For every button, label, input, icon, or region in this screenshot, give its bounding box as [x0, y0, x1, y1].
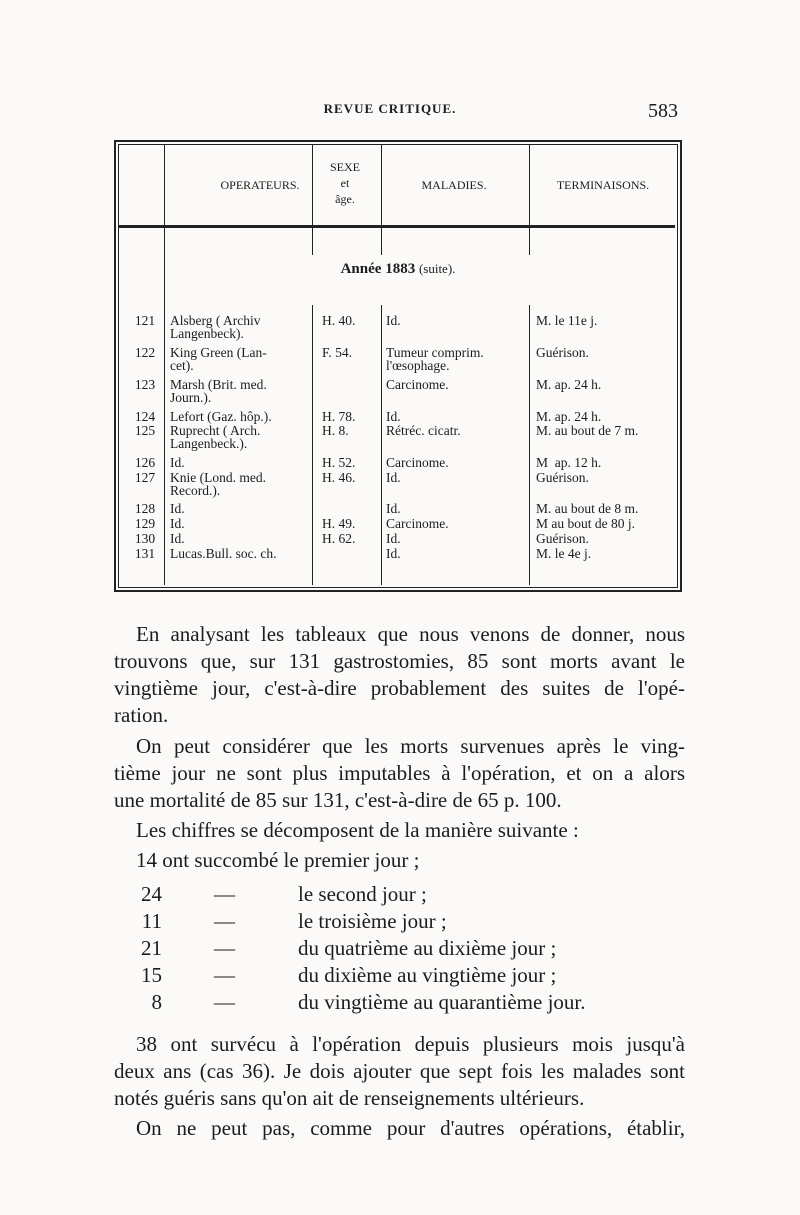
- cell-operator: Id.: [170, 501, 185, 516]
- col-header-operateurs: OPERATEURS.: [220, 178, 300, 192]
- cell-terminaison: M. le 4e j.: [536, 546, 592, 561]
- breakdown-count: 15: [141, 963, 162, 987]
- breakdown-text: du dixième au vingtième jour ;: [298, 963, 557, 987]
- cell-number: 129: [134, 516, 156, 531]
- column-divider: [381, 305, 382, 585]
- cell-terminaison: M. au bout de 7 m.: [536, 423, 639, 438]
- breakdown-text: du vingtième au quarantième jour.: [298, 990, 586, 1014]
- cell-terminaison: M. ap. 24 h.: [536, 409, 602, 424]
- cell-operator: Ruprecht ( Arch. Langenbeck.).: [170, 423, 261, 451]
- header-rule: [119, 225, 675, 228]
- cell-number: 124: [134, 409, 156, 424]
- paragraph-1: En analysant les tableaux que nous venons de donner, nous trouvons que, sur 131 gastrostomies, 85 sont morts avant le vingtième jour, c'est-à-dire probablement des suites de l'opé- ration.: [114, 622, 685, 727]
- running-header: REVUE CRITIQUE.: [323, 101, 457, 116]
- col-header-maladies: MALADIES.: [421, 178, 487, 192]
- cell-maladie: Id.: [386, 501, 401, 516]
- cell-operator: Id.: [170, 455, 185, 470]
- cell-number: 131: [134, 546, 156, 561]
- column-divider: [529, 305, 530, 585]
- cell-terminaison: M. le 11e j.: [536, 313, 598, 328]
- column-divider: [164, 145, 165, 585]
- year-label: Année: [340, 261, 382, 277]
- cell-sexe: H. 62.: [322, 531, 356, 546]
- breakdown-count: 24: [141, 882, 162, 906]
- cell-number: 126: [134, 455, 156, 470]
- cell-maladie: Carcinome.: [386, 455, 449, 470]
- col-header-terminaisons: TERMINAISONS.: [556, 178, 650, 192]
- breakdown-dash: —: [214, 882, 235, 906]
- cell-operator: Alsberg ( Archiv Langenbeck).: [170, 313, 261, 341]
- cell-operator: Id.: [170, 516, 185, 531]
- first-day-line: 14 ont succombé le premier jour ;: [136, 848, 420, 872]
- cell-sexe: H. 78.: [322, 409, 356, 424]
- cell-maladie: Id.: [386, 409, 401, 424]
- cell-operator: King Green (Lan- cet).: [170, 345, 267, 373]
- breakdown-text: le second jour ;: [298, 882, 427, 906]
- cell-terminaison: M ap. 12 h.: [536, 455, 602, 470]
- cell-terminaison: M. ap. 24 h.: [536, 377, 602, 392]
- breakdown-text: du quatrième au dixième jour ;: [298, 936, 557, 960]
- breakdown-dash: —: [214, 909, 235, 933]
- cell-number: 121: [134, 313, 156, 328]
- cell-operator: Id.: [170, 531, 185, 546]
- breakdown-dash: —: [214, 990, 235, 1014]
- cell-sexe: H. 49.: [322, 516, 356, 531]
- cell-maladie: Tumeur comprim. l'œsophage.: [386, 345, 484, 373]
- breakdown-count: 8: [151, 990, 162, 1014]
- year-heading: [118, 261, 678, 278]
- cell-operator: Lefort (Gaz. hôp.).: [170, 409, 272, 424]
- breakdown-dash: —: [214, 936, 235, 960]
- breakdown-count: 11: [141, 909, 162, 933]
- page-number: 583: [648, 100, 678, 122]
- cell-sexe: F. 54.: [322, 345, 353, 360]
- cell-number: 128: [134, 501, 156, 516]
- col-header-sexe: [311, 159, 379, 207]
- col-header-sexe-3: âge.: [335, 192, 355, 206]
- paragraph-2: On peut considérer que les morts survenues après le ving- tième jour ne sont plus imputables à l'opération, et on a alors une mortalité de 85 sur 131, c'est-à-dire de 65 p. 100.: [114, 734, 685, 812]
- cell-number: 122: [134, 345, 156, 360]
- paragraph-3: Les chiffres se décomposent de la manière suivante :: [136, 818, 579, 842]
- cell-sexe: H. 8.: [322, 423, 349, 438]
- cell-number: 123: [134, 377, 156, 392]
- breakdown-text: le troisième jour ;: [298, 909, 447, 933]
- paragraph-4: 38 ont survécu à l'opération depuis plusieurs mois jusqu'à deux ans (cas 36). Je dois ajouter que sept fois les malades sont notés guéris sans qu'on ait de renseignements ultérieurs.: [114, 1032, 685, 1110]
- breakdown-dash: —: [214, 963, 235, 987]
- cell-terminaison: Guérison.: [536, 345, 589, 360]
- cell-terminaison: M au bout de 80 j.: [536, 516, 635, 531]
- breakdown-count: 21: [141, 936, 162, 960]
- cell-maladie: Id.: [386, 313, 401, 328]
- cell-maladie: Id.: [386, 470, 401, 485]
- column-divider: [381, 145, 382, 255]
- col-header-sexe-2: et: [340, 176, 350, 190]
- cell-sexe: H. 40.: [322, 313, 356, 328]
- cell-operator: Knie (Lond. med. Record.).: [170, 470, 266, 498]
- cell-sexe: H. 52.: [322, 455, 356, 470]
- cell-number: 125: [134, 423, 156, 438]
- cell-maladie: Carcinome.: [386, 377, 449, 392]
- cell-terminaison: Guérison.: [536, 470, 589, 485]
- paragraph-5: On ne peut pas, comme pour d'autres opérations, établir,: [136, 1116, 685, 1140]
- cell-maladie: Id.: [386, 531, 401, 546]
- cell-maladie: Carcinome.: [386, 516, 449, 531]
- cell-operator: Lucas.Bull. soc. ch.: [170, 546, 277, 561]
- cell-number: 127: [134, 470, 156, 485]
- cell-operator: Marsh (Brit. med. Journ.).: [170, 377, 267, 405]
- col-header-sexe-1: SEXE: [330, 160, 360, 174]
- column-divider: [312, 305, 313, 585]
- cell-sexe: H. 46.: [322, 470, 356, 485]
- cell-terminaison: M. au bout de 8 m.: [536, 501, 639, 516]
- cell-maladie: Rétréc. cicatr.: [386, 423, 461, 438]
- year-note: (suite).: [418, 261, 456, 276]
- cell-maladie: Id.: [386, 546, 401, 561]
- cell-number: 130: [134, 531, 156, 546]
- year-value: 1883: [385, 261, 416, 277]
- cell-terminaison: Guérison.: [536, 531, 589, 546]
- column-divider: [529, 145, 530, 255]
